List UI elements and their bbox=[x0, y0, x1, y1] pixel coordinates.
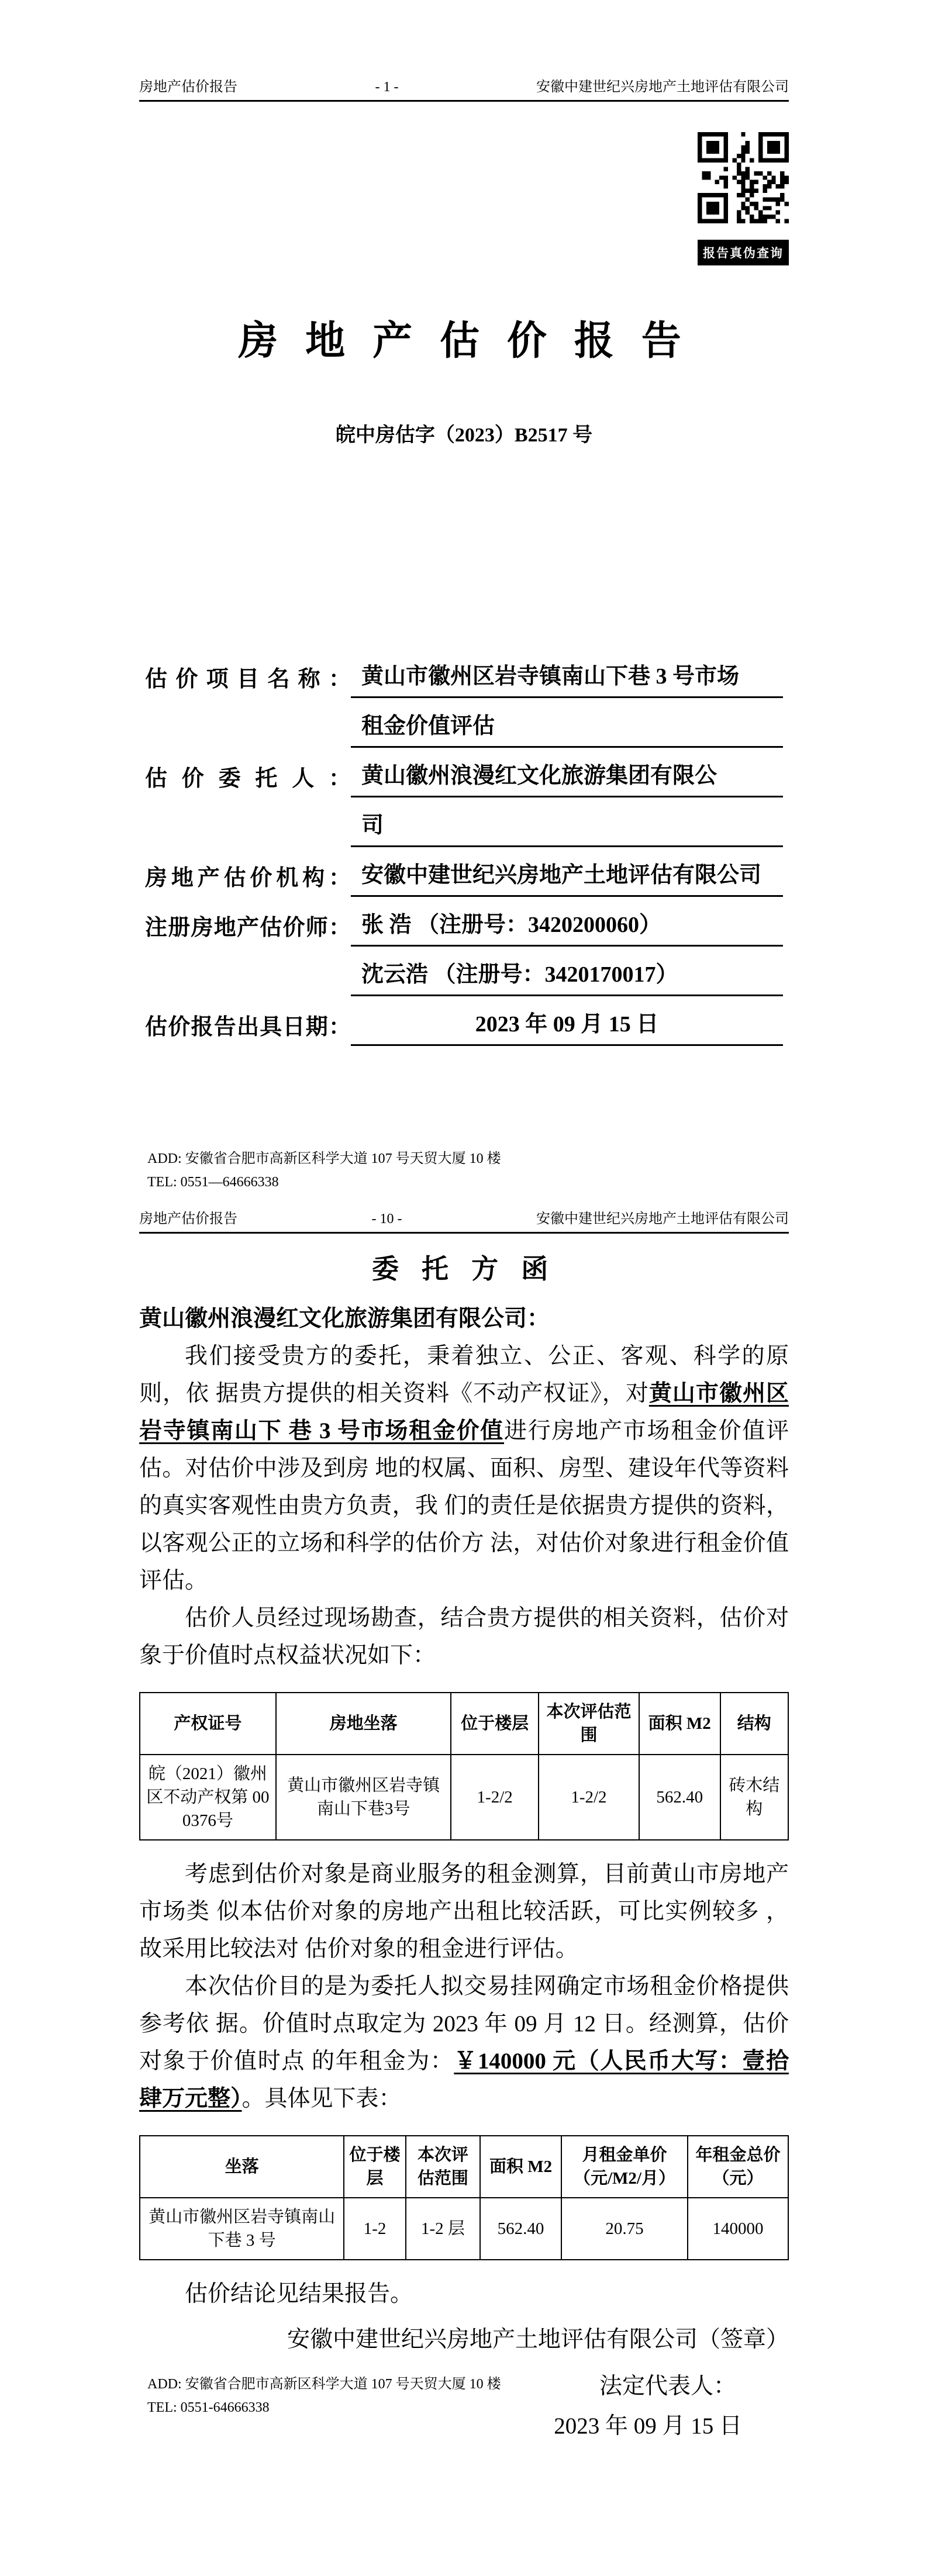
field-row-project-name bbox=[145, 658, 783, 698]
emphasized-rent-amount: ￥140000 元（人民币大写：壹拾肆万元整） bbox=[139, 2049, 789, 2111]
rent-result-table bbox=[139, 2135, 789, 2260]
qr-caption-label: 报告真伪查询 bbox=[698, 240, 789, 265]
paragraph-survey: 估价人员经过现场勘查，结合贵方提供的相关资料，估价对象于价值时点权益状况如下： bbox=[139, 1605, 789, 1668]
footer-tel: TEL: 0551—64666338 bbox=[147, 1175, 279, 1190]
table-cell: 562.40 bbox=[480, 2198, 561, 2260]
field-label: 估价委托人： bbox=[145, 766, 351, 791]
table-cell: 1-2 bbox=[344, 2198, 405, 2260]
letter-page bbox=[0, 1199, 928, 2576]
table-cell: 砖木结构 bbox=[720, 1755, 788, 1840]
field-row-issue-date bbox=[145, 1006, 783, 1046]
qr-verification-block bbox=[139, 132, 789, 265]
field-row-project-name-cont bbox=[145, 707, 783, 748]
field-value: 黄山徽州浪漫红文化旅游集团有限公 bbox=[351, 757, 783, 797]
field-value: 司 bbox=[351, 807, 783, 847]
page-footer bbox=[147, 2373, 789, 2419]
cover-page bbox=[0, 0, 928, 1199]
table-cell: 黄山市徽州区岩寺镇南山下巷 3 号 bbox=[140, 2198, 344, 2260]
table-header-cell: 面积 M2 bbox=[480, 2136, 561, 2198]
table-cell: 140000 bbox=[688, 2198, 788, 2260]
field-row-appraiser-2 bbox=[145, 956, 783, 996]
field-value: 2023 年 09 月 15 日 bbox=[351, 1006, 783, 1046]
page-footer bbox=[147, 1147, 789, 1194]
qr-code bbox=[698, 132, 789, 223]
field-value: 黄山市徽州区岩寺镇南山下巷 3 号市场 bbox=[351, 658, 783, 698]
page-header bbox=[139, 1199, 789, 1234]
table-header-cell: 年租金总价（元） bbox=[688, 2136, 788, 2198]
header-doc-title: 房地产估价报告 bbox=[139, 1211, 237, 1227]
field-label: 房地产估价机构： bbox=[145, 866, 351, 890]
table-cell: 1-2 层 bbox=[406, 2198, 481, 2260]
footer-tel: TEL: 0551-64666338 bbox=[147, 2400, 270, 2415]
table-row bbox=[140, 1755, 788, 1840]
cover-fields bbox=[139, 658, 789, 1046]
table-header-cell: 结构 bbox=[720, 1693, 788, 1755]
page-number: - 10 - bbox=[371, 1211, 402, 1227]
report-doc-number: 皖中房估字（2023）B2517 号 bbox=[335, 424, 593, 446]
table-cell: 20.75 bbox=[561, 2198, 688, 2260]
table-cell: 黄山市徽州区岩寺镇南山下巷3号 bbox=[276, 1755, 451, 1840]
table-header-cell: 本次评估范围 bbox=[406, 2136, 481, 2198]
paragraph-commission bbox=[139, 1338, 789, 1600]
addressee-line: 黄山徽州浪漫红文化旅游集团有限公司： bbox=[139, 1306, 550, 1331]
signature-date: 2023 年 09 月 15 日 bbox=[554, 2413, 742, 2439]
header-doc-title: 房地产估价报告 bbox=[139, 80, 237, 95]
table-header-cell: 月租金单价（元/M2/月） bbox=[561, 2136, 688, 2198]
letter-title: 委 托 方 函 bbox=[371, 1254, 557, 1284]
paragraph-text: 我们接受贵方的委托，秉着独立、公正、客观、科学的原则，依 据贵方提供的相关资料《不动产权证》，对 bbox=[139, 1344, 789, 1406]
field-value: 租金价值评估 bbox=[351, 707, 783, 748]
field-label: 估价报告出具日期： bbox=[145, 1015, 351, 1040]
page-number: - 1 - bbox=[375, 80, 399, 95]
report-main-title: 房 地 产 估 价 报 告 bbox=[238, 319, 690, 363]
field-label: 估价项目名称： bbox=[145, 667, 351, 692]
table-header-cell: 坐落 bbox=[140, 2136, 344, 2198]
field-row-agency bbox=[145, 857, 783, 897]
page-header bbox=[139, 0, 789, 102]
paragraph-method: 考虑到估价对象是商业服务的租金测算，目前黄山市房地产市场类 似本估价对象的房地产出租比较活跃，可比实例较多 ，故采用比较法对 估价对象的租金进行评估。 bbox=[139, 1862, 789, 1962]
table-header-row bbox=[140, 1693, 788, 1755]
table-cell: 1-2/2 bbox=[451, 1755, 539, 1840]
table-row bbox=[140, 2198, 788, 2260]
field-row-client bbox=[145, 757, 783, 797]
header-company-name: 安徽中建世纪兴房地产土地评估有限公司 bbox=[536, 80, 789, 95]
emphasized-property-text: 黄山市徽州区岩寺镇南山下 巷 3 号市场租金价值 bbox=[139, 1381, 789, 1444]
legal-representative-line: 法定代表人： bbox=[599, 2374, 736, 2399]
table-header-cell: 位于楼层 bbox=[451, 1693, 539, 1755]
footer-address: ADD: 安徽省合肥市高新区科学大道 107 号天贸大厦 10 楼 bbox=[147, 1151, 501, 1166]
paragraph-valuation bbox=[139, 1968, 789, 2118]
table-header-cell: 产权证号 bbox=[140, 1693, 276, 1755]
table-header-cell: 房地坐落 bbox=[276, 1693, 451, 1755]
header-company-name: 安徽中建世纪兴房地产土地评估有限公司 bbox=[536, 1211, 789, 1227]
property-rights-table bbox=[139, 1692, 789, 1841]
field-row-appraiser-1 bbox=[145, 906, 783, 947]
table-header-cell: 位于楼层 bbox=[344, 2136, 405, 2198]
field-value: 安徽中建世纪兴房地产土地评估有限公司 bbox=[351, 857, 783, 897]
paragraph-text: 。具体见下表： bbox=[242, 2086, 402, 2111]
table-header-row bbox=[140, 2136, 788, 2198]
paragraph-text: 进行房地产市场租金价值评估。对估价中涉及到房 地的权属、面积、房型、建设年代等资料的真实客观性由贵方负责，我 们的责任是依据贵方提供的资料，以客观公正的立场和科学的估价方 法，对估价对象进行租金价值评估。 bbox=[139, 1418, 789, 1593]
conclusion-line: 估价结论见结果报告。 bbox=[185, 2281, 413, 2306]
table-cell: 562.40 bbox=[639, 1755, 720, 1840]
table-cell: 1-2/2 bbox=[539, 1755, 639, 1840]
paragraph-text: 本次估价目的是为委托人拟交易挂网确定市场租金价格提供参考依 据。价值时点取定为 2023 年 09 月 12 日。经测算，估价对象于价值时点 的年租金为： bbox=[139, 1974, 789, 2074]
table-header-cell: 本次评估范围 bbox=[539, 1693, 639, 1755]
company-signature-line: 安徽中建世纪兴房地产土地评估有限公司（签章） bbox=[287, 2327, 789, 2352]
field-label: 注册房地产估价师： bbox=[145, 916, 351, 940]
field-value: 沈云浩 （注册号：3420170017） bbox=[351, 956, 783, 996]
footer-address: ADD: 安徽省合肥市高新区科学大道 107 号天贸大厦 10 楼 bbox=[147, 2377, 501, 2392]
field-value: 张 浩 （注册号：3420200060） bbox=[351, 906, 783, 947]
table-cell: 皖（2021）徽州区不动产权第 000376号 bbox=[140, 1755, 276, 1840]
field-row-client-cont bbox=[145, 807, 783, 847]
table-header-cell: 面积 M2 bbox=[639, 1693, 720, 1755]
